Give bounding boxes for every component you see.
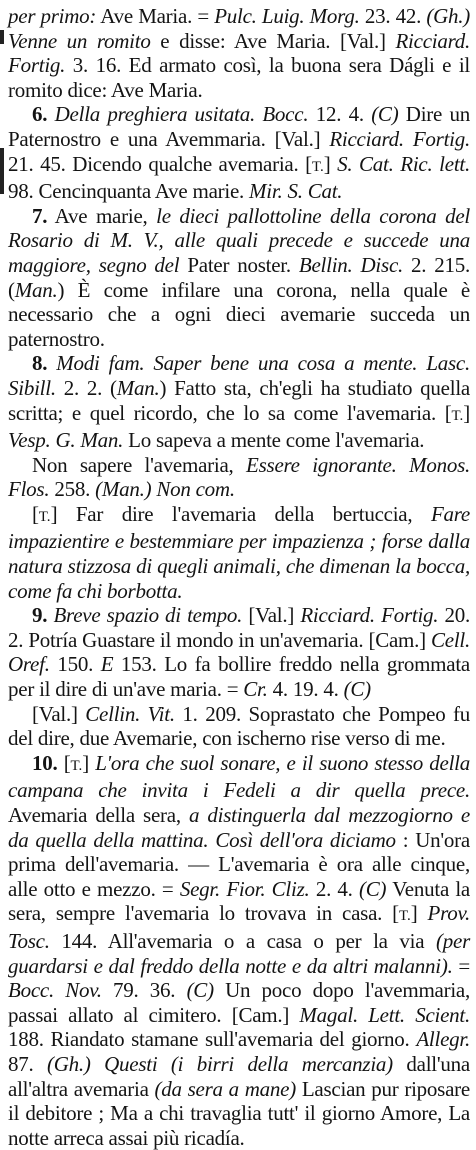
- sense-8-phrase: Non sapere l'avemaria, Essere ignorante. Monos. Flos. 258. (Man.) Non com.: [8, 452, 470, 502]
- margin-mark: [0, 148, 4, 194]
- sense-10: 10. [T.] L'ora che suol sonare, e il suono stesso della campana che invita i Fedeli a dir quella prece. Avemaria della sera, a distinguerla dal mezzogiorno e da quella della mattina. Così dell'ora diciamo : Un'ora prima dell'avemaria. — L'avemaria è ora alle cinque, alle otto e mezzo. = Segr. Fior. Cliz. 2. 4. (C) Venuta la sera, sempre l'avemaria lo trovava in casa. [T.] Prov. Tosc. 144. All'avemaria o a casa o per la via (per guardarsi e dal freddo della notte e da altri malanni). = Bocc. Nov. 79. 36. (C) Un poco dopo l'avemmaria, passai allato al cimitero. [Cam.] Magal. Lett. Scient. 188. Riandato stamane sull'avemaria del giorno. Allegr. 87. (Gh.) Questi (i birri della mercanzia) dall'una all'altra avemaria (da sera a mane) Lascian pur riposare il debitore ; Ma a chi travaglia tutt' il giorno Amore, La notte arreca assai più ricadía.: [8, 750, 471, 1150]
- sense-8-phrase: [T.] Far dire l'avemaria della bertuccia, Fare impazientire e bestemmiare per impazienza ; forse dalla natura stizzosa di quegli animali, che dimenan la bocca, come fa chi borbotta.: [8, 501, 470, 603]
- sense-8: 8. Modi fam. Saper bene una cosa a mente. Lasc. Sibill. 2. 2. (Man.) Fatto sta, ch'egli ha studiato quella scritta; e quel ricordo, che lo sa come l'avemaria. [T.] Vesp. G. Man. Lo sapeva a mente come l'avemaria.: [8, 351, 470, 453]
- sense-7: 7. Ave marie, le dieci pallottoline della corona del Rosario di M. V., alle quali precede e succede una maggiore, segno del Pater noster. Bellin. Disc. 2. 215. (Man.) È come infilare una corona, nella quale è necessario che a ogni dieci avemarie succeda un paternostro.: [8, 203, 471, 351]
- sense-9-quote: [Val.] Cellin. Vit. 1. 209. Soprastato che Pompeo fu del dire, due Avemarie, con ischerno rise verso di me.: [8, 701, 471, 751]
- entry-continuation: per primo: Ave Maria. = Pulc. Luig. Morg. 23. 42. (Gh.) Venne un romito e disse: Ave Maria. [Val.] Ricciard. Fortig. 3. 16. Ed armato così, la buona sera Dágli e il romito dice: Ave Maria.: [8, 4, 471, 102]
- margin-mark: [0, 30, 4, 44]
- sense-9: 9. Breve spazio di tempo. [Val.] Ricciard. Fortig. 20. 2. Potría Guastare il mondo in un'avemaria. [Cam.] Cell. Oref. 150. E 153. Lo fa bollire freddo nella grommata per il dire di un'ave maria. = Cr. 4. 19. 4. (C): [8, 603, 471, 702]
- sense-6: 6. Della preghiera usitata. Bocc. 12. 4. (C) Dire un Paternostro e una Avemmaria. [Val.] Ricciard. Fortig. 21. 45. Dicendo qualche avemaria. [T.] S. Cat. Ric. lett. 98. Cencinquanta Ave marie. Mir. S. Cat.: [8, 102, 470, 204]
